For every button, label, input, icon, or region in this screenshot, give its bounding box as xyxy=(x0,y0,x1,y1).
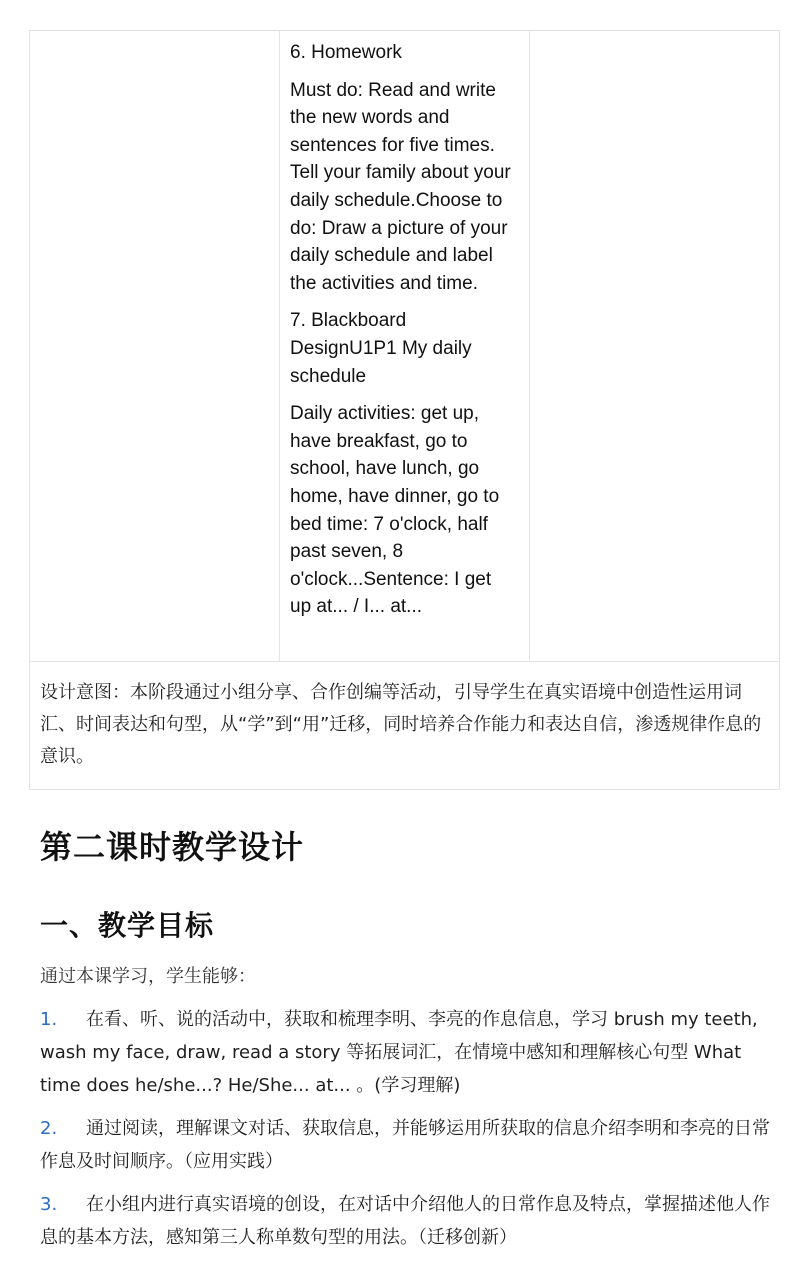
objectives-list xyxy=(40,1003,785,1264)
blackboard-text: Daily activities: get up, have breakfast, go to school, have lunch, go home, have dinner, go to bed time: 7 o'clock, half past seven, 8 o'clock...Sentence: I get up at... / I... at... xyxy=(290,403,500,618)
list-item xyxy=(40,1188,785,1254)
list-item xyxy=(40,1112,785,1178)
homework-heading: 6. Homework xyxy=(290,42,402,63)
section-title: 第二课时教学设计 xyxy=(40,828,305,866)
table-row xyxy=(30,31,779,662)
blackboard-heading: 7. Blackboard DesignU1P1 My daily schedule xyxy=(290,310,472,387)
list-item-text: 通过阅读，理解课文对话、获取信息，并能够运用所获取的信息介绍李明和李亮的日常作息及时间顺序。（应用实践） xyxy=(40,1118,770,1172)
table-cell-procedure xyxy=(280,31,530,661)
list-number: 2. xyxy=(40,1118,58,1139)
design-intent: 设计意图：本阶段通过小组分享、合作创编等活动，引导学生在真实语境中创造性运用词汇、时间表达和句型，从“学”到“用”迁移，同时培养合作能力和表达自信，渗透规律作息的意识。 xyxy=(40,682,762,767)
table-cell-empty xyxy=(530,31,779,661)
homework-text: Must do: Read and write the new words and sentences for five times. Tell your family about your daily schedule.Choose to do: Draw a picture of your daily schedule and label the activities and time. xyxy=(290,79,511,294)
list-item-text: 在小组内进行真实语境的创设，在对话中介绍他人的日常作息及特点，掌握描述他人作息的基本方法，感知第三人称单数句型的用法。（迁移创新） xyxy=(40,1194,770,1248)
intro-text: 通过本课学习，学生能够： xyxy=(40,966,256,987)
list-number: 3. xyxy=(40,1194,58,1215)
list-number: 1. xyxy=(40,1009,58,1030)
lesson-table xyxy=(29,30,780,790)
list-item-text: 在看、听、说的活动中，获取和梳理李明、李亮的作息信息，学习 brush my teeth, wash my face, draw, read a story 等拓展词汇，在情境中感知和理解核心句型 What time does he/she...? He/She... at... 。(学习理解) xyxy=(40,1009,758,1096)
list-item xyxy=(40,1003,785,1102)
subsection-title: 一、教学目标 xyxy=(40,909,215,942)
table-cell-empty xyxy=(30,31,280,661)
